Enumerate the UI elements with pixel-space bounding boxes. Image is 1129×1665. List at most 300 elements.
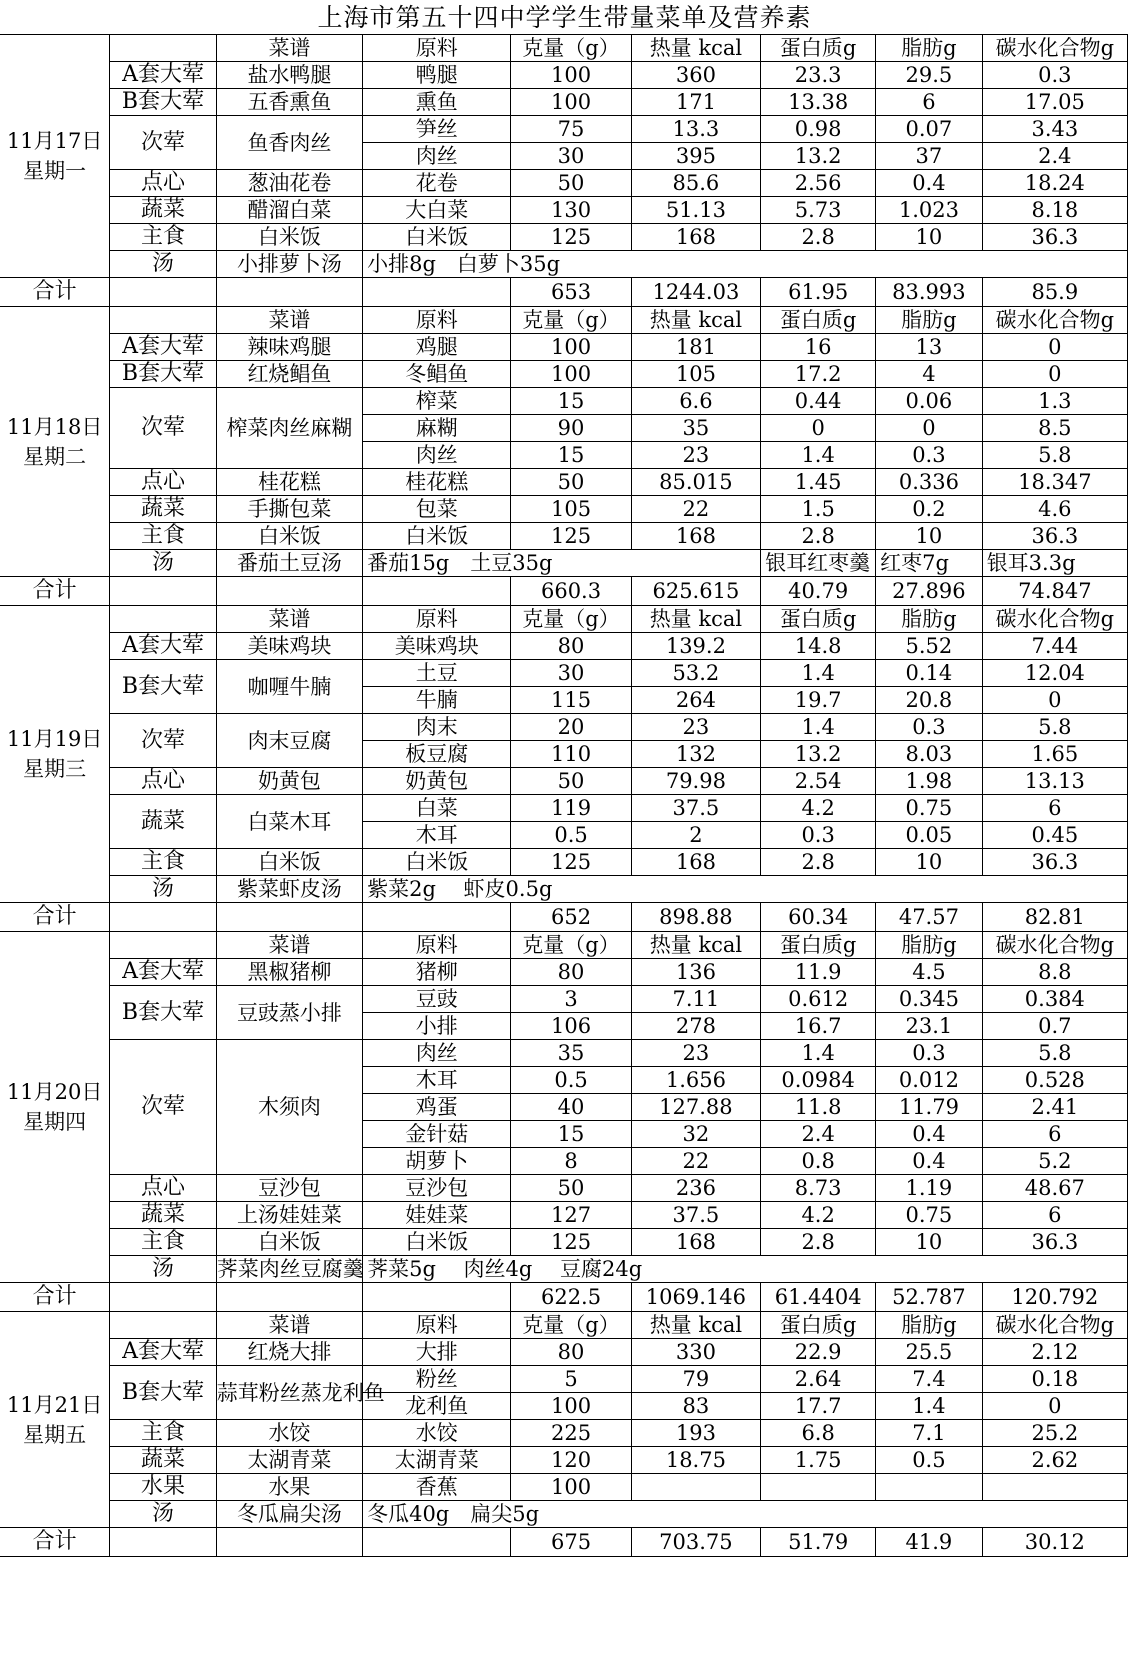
carb-cell: 2.41 xyxy=(982,1094,1127,1121)
ingredient-cell: 板豆腐 xyxy=(363,741,511,768)
date-label: 11月18日 xyxy=(6,414,103,439)
table-row xyxy=(0,660,1128,687)
column-header: 碳水化合物g xyxy=(982,932,1127,959)
ingredient-cell: 金针菇 xyxy=(363,1121,511,1148)
weekday-label: 星期二 xyxy=(23,444,87,469)
category-cell: 点心 xyxy=(110,469,217,496)
column-header: 菜谱 xyxy=(216,35,362,62)
ingredient-cell: 豆沙包 xyxy=(363,1175,511,1202)
soup-ingredients-cell: 紫菜2g 虾皮0.5g xyxy=(363,876,1128,903)
soup-row xyxy=(0,876,1128,903)
category-cell: 蔬菜 xyxy=(110,496,217,523)
total-kcal: 1069.146 xyxy=(631,1283,761,1312)
weight-cell: 80 xyxy=(511,1339,631,1366)
ingredient-cell: 鸡腿 xyxy=(363,334,511,361)
ingredient-cell: 鸡蛋 xyxy=(363,1094,511,1121)
category-cell: 主食 xyxy=(110,523,217,550)
carb-cell: 6 xyxy=(982,1202,1127,1229)
fat-cell: 0.336 xyxy=(876,469,983,496)
fat-cell: 20.8 xyxy=(876,687,983,714)
protein-cell: 0.8 xyxy=(761,1148,876,1175)
fat-cell: 0.012 xyxy=(876,1067,983,1094)
protein-cell: 16.7 xyxy=(761,1013,876,1040)
table-row xyxy=(0,1447,1128,1474)
dish-cell: 桂花糕 xyxy=(216,469,362,496)
kcal-cell: 35 xyxy=(631,415,761,442)
column-header: 原料 xyxy=(363,307,511,334)
kcal-cell: 13.3 xyxy=(631,116,761,143)
table-row xyxy=(0,986,1128,1013)
protein-cell: 11.9 xyxy=(761,959,876,986)
dish-cell: 白菜木耳 xyxy=(216,795,362,849)
ingredient-cell: 太湖青菜 xyxy=(363,1447,511,1474)
protein-cell xyxy=(761,1474,876,1501)
protein-cell: 2.8 xyxy=(761,849,876,876)
ingredient-cell: 肉末 xyxy=(363,714,511,741)
protein-cell: 0.44 xyxy=(761,388,876,415)
carb-cell: 6 xyxy=(982,795,1127,822)
category-cell: 蔬菜 xyxy=(110,1202,217,1229)
carb-cell: 1.3 xyxy=(982,388,1127,415)
table-row xyxy=(0,496,1128,523)
soup-ingredients-cell: 番茄15g 土豆35g xyxy=(363,550,761,577)
weight-cell: 127 xyxy=(511,1202,631,1229)
total-row xyxy=(0,1283,1128,1312)
column-header: 碳水化合物g xyxy=(982,1312,1127,1339)
carb-cell: 17.05 xyxy=(982,89,1127,116)
fat-cell: 10 xyxy=(876,523,983,550)
total-weight: 652 xyxy=(511,903,631,932)
ingredient-cell: 美味鸡块 xyxy=(363,633,511,660)
protein-cell: 11.8 xyxy=(761,1094,876,1121)
weight-cell: 90 xyxy=(511,415,631,442)
total-blank-cell xyxy=(216,278,362,307)
weight-cell: 30 xyxy=(511,143,631,170)
ingredient-cell: 白菜 xyxy=(363,795,511,822)
weight-cell: 35 xyxy=(511,1040,631,1067)
total-protein: 40.79 xyxy=(761,577,876,606)
carb-cell: 2.12 xyxy=(982,1339,1127,1366)
category-cell: A套大荤 xyxy=(110,334,217,361)
ingredient-cell: 桂花糕 xyxy=(363,469,511,496)
ingredient-cell: 白米饭 xyxy=(363,523,511,550)
weight-cell: 106 xyxy=(511,1013,631,1040)
weight-cell: 0.5 xyxy=(511,1067,631,1094)
table-row xyxy=(0,361,1128,388)
fat-cell: 8.03 xyxy=(876,741,983,768)
kcal-cell: 37.5 xyxy=(631,795,761,822)
fat-cell: 4.5 xyxy=(876,959,983,986)
category-cell: 汤 xyxy=(110,251,217,278)
fat-cell: 0.2 xyxy=(876,496,983,523)
weight-cell: 100 xyxy=(511,62,631,89)
total-blank-cell xyxy=(216,903,362,932)
carb-cell: 0.3 xyxy=(982,62,1127,89)
kcal-cell: 79 xyxy=(631,1366,761,1393)
carb-cell: 36.3 xyxy=(982,224,1127,251)
date-cell xyxy=(0,1312,110,1528)
total-kcal: 1244.03 xyxy=(631,278,761,307)
kcal-cell: 171 xyxy=(631,89,761,116)
category-cell: 次荤 xyxy=(110,1040,217,1175)
column-header: 菜谱 xyxy=(216,307,362,334)
carb-cell: 8.8 xyxy=(982,959,1127,986)
fat-cell: 4 xyxy=(876,361,983,388)
protein-cell: 0.98 xyxy=(761,116,876,143)
carb-cell xyxy=(982,1474,1127,1501)
soup-dish-cell: 冬瓜扁尖汤 xyxy=(216,1501,362,1528)
weight-cell: 30 xyxy=(511,660,631,687)
kcal-cell: 32 xyxy=(631,1121,761,1148)
soup-extra-cell: 银耳红枣羹 xyxy=(761,550,876,577)
carb-cell: 0.384 xyxy=(982,986,1127,1013)
table-row xyxy=(0,116,1128,143)
carb-cell: 0 xyxy=(982,334,1127,361)
column-header: 蛋白质g xyxy=(761,932,876,959)
category-cell: 蔬菜 xyxy=(110,197,217,224)
weight-cell: 125 xyxy=(511,523,631,550)
protein-cell: 1.5 xyxy=(761,496,876,523)
fat-cell: 7.1 xyxy=(876,1420,983,1447)
table-row xyxy=(0,1420,1128,1447)
weight-cell: 50 xyxy=(511,469,631,496)
weight-cell: 100 xyxy=(511,89,631,116)
category-cell: 蔬菜 xyxy=(110,795,217,849)
carb-cell: 1.65 xyxy=(982,741,1127,768)
total-label: 合计 xyxy=(0,577,110,606)
total-carb: 120.792 xyxy=(982,1283,1127,1312)
ingredient-cell: 大白菜 xyxy=(363,197,511,224)
total-fat: 41.9 xyxy=(876,1528,983,1557)
fat-cell: 0.75 xyxy=(876,1202,983,1229)
category-cell: B套大荤 xyxy=(110,89,217,116)
fat-cell: 0.75 xyxy=(876,795,983,822)
protein-cell: 13.38 xyxy=(761,89,876,116)
total-kcal: 898.88 xyxy=(631,903,761,932)
carb-cell: 6 xyxy=(982,1121,1127,1148)
protein-cell: 2.56 xyxy=(761,170,876,197)
dish-cell: 豆沙包 xyxy=(216,1175,362,1202)
fat-cell: 1.023 xyxy=(876,197,983,224)
kcal-cell: 79.98 xyxy=(631,768,761,795)
column-header: 脂肪g xyxy=(876,307,983,334)
total-protein: 60.34 xyxy=(761,903,876,932)
soup-dish-cell: 紫菜虾皮汤 xyxy=(216,876,362,903)
dish-cell: 上汤娃娃菜 xyxy=(216,1202,362,1229)
fat-cell: 10 xyxy=(876,1229,983,1256)
weight-cell: 110 xyxy=(511,741,631,768)
kcal-cell: 360 xyxy=(631,62,761,89)
column-header: 克量（g） xyxy=(511,1312,631,1339)
column-header: 菜谱 xyxy=(216,932,362,959)
total-blank-cell xyxy=(363,903,511,932)
protein-cell: 17.7 xyxy=(761,1393,876,1420)
total-row xyxy=(0,577,1128,606)
date-label: 11月17日 xyxy=(6,129,103,153)
fat-cell: 0.3 xyxy=(876,714,983,741)
total-blank-cell xyxy=(110,1528,217,1557)
column-header: 蛋白质g xyxy=(761,1312,876,1339)
protein-cell: 8.73 xyxy=(761,1175,876,1202)
total-fat: 83.993 xyxy=(876,278,983,307)
weight-cell: 8 xyxy=(511,1148,631,1175)
table-row xyxy=(0,959,1128,986)
dish-cell: 盐水鸭腿 xyxy=(216,62,362,89)
kcal-cell: 85.6 xyxy=(631,170,761,197)
carb-cell: 0.7 xyxy=(982,1013,1127,1040)
fat-cell: 0 xyxy=(876,415,983,442)
ingredient-cell: 豆豉 xyxy=(363,986,511,1013)
fat-cell: 1.4 xyxy=(876,1393,983,1420)
category-cell: 主食 xyxy=(110,1420,217,1447)
date-label: 11月21日 xyxy=(6,1392,103,1417)
carb-cell: 2.62 xyxy=(982,1447,1127,1474)
soup-ingredients-cell: 小排8g 白萝卜35g xyxy=(363,251,1128,278)
kcal-cell: 7.11 xyxy=(631,986,761,1013)
fat-cell: 23.1 xyxy=(876,1013,983,1040)
column-header: 脂肪g xyxy=(876,606,983,633)
category-cell: A套大荤 xyxy=(110,1339,217,1366)
total-row xyxy=(0,1528,1128,1557)
total-carb: 85.9 xyxy=(982,278,1127,307)
total-protein: 61.4404 xyxy=(761,1283,876,1312)
protein-cell: 1.45 xyxy=(761,469,876,496)
carb-cell: 0 xyxy=(982,687,1127,714)
ingredient-cell: 花卷 xyxy=(363,170,511,197)
column-header: 热量 kcal xyxy=(631,606,761,633)
table-row xyxy=(0,170,1128,197)
total-blank-cell xyxy=(110,577,217,606)
protein-cell: 1.75 xyxy=(761,1447,876,1474)
soup-row xyxy=(0,1256,1128,1283)
total-fat: 47.57 xyxy=(876,903,983,932)
table-row xyxy=(0,1202,1128,1229)
column-header: 碳水化合物g xyxy=(982,606,1127,633)
total-blank-cell xyxy=(363,577,511,606)
dish-cell: 奶黄包 xyxy=(216,768,362,795)
weight-cell: 0.5 xyxy=(511,822,631,849)
column-header: 热量 kcal xyxy=(631,35,761,62)
dish-cell: 五香熏鱼 xyxy=(216,89,362,116)
kcal-cell: 105 xyxy=(631,361,761,388)
protein-cell: 1.4 xyxy=(761,714,876,741)
soup-row xyxy=(0,550,1128,577)
weight-cell: 125 xyxy=(511,224,631,251)
protein-cell: 0.0984 xyxy=(761,1067,876,1094)
weight-cell: 50 xyxy=(511,170,631,197)
carb-cell: 0 xyxy=(982,1393,1127,1420)
total-label: 合计 xyxy=(0,1283,110,1312)
date-label: 11月20日 xyxy=(6,1080,103,1104)
dish-cell: 红烧鲳鱼 xyxy=(216,361,362,388)
fat-cell: 0.345 xyxy=(876,986,983,1013)
page-title: 上海市第五十四中学学生带量菜单及营养素 xyxy=(317,3,812,32)
table-row xyxy=(0,1175,1128,1202)
fat-cell: 29.5 xyxy=(876,62,983,89)
table-row xyxy=(0,768,1128,795)
total-carb: 30.12 xyxy=(982,1528,1127,1557)
table-row xyxy=(0,1040,1128,1067)
protein-cell: 2.54 xyxy=(761,768,876,795)
weight-cell: 225 xyxy=(511,1420,631,1447)
table-row xyxy=(0,388,1128,415)
weight-cell: 20 xyxy=(511,714,631,741)
table-row xyxy=(0,714,1128,741)
category-cell: 点心 xyxy=(110,768,217,795)
table-row xyxy=(0,523,1128,550)
protein-cell: 1.4 xyxy=(761,1040,876,1067)
kcal-cell: 23 xyxy=(631,1040,761,1067)
protein-cell: 4.2 xyxy=(761,1202,876,1229)
weight-cell: 100 xyxy=(511,1393,631,1420)
carb-cell: 2.4 xyxy=(982,143,1127,170)
column-header: 菜谱 xyxy=(216,1312,362,1339)
ingredient-cell: 肉丝 xyxy=(363,143,511,170)
total-protein: 51.79 xyxy=(761,1528,876,1557)
fat-cell: 10 xyxy=(876,224,983,251)
dish-cell: 白米饭 xyxy=(216,523,362,550)
category-cell: 点心 xyxy=(110,170,217,197)
kcal-cell: 395 xyxy=(631,143,761,170)
total-blank-cell xyxy=(216,577,362,606)
carb-cell: 0.45 xyxy=(982,822,1127,849)
carb-cell: 36.3 xyxy=(982,849,1127,876)
category-cell: 汤 xyxy=(110,550,217,577)
soup-row xyxy=(0,1501,1128,1528)
carb-cell: 5.2 xyxy=(982,1148,1127,1175)
category-cell: 汤 xyxy=(110,1501,217,1528)
category-cell: 蔬菜 xyxy=(110,1447,217,1474)
protein-cell: 0 xyxy=(761,415,876,442)
carb-cell: 8.5 xyxy=(982,415,1127,442)
column-header: 原料 xyxy=(363,35,511,62)
weight-cell: 115 xyxy=(511,687,631,714)
fat-cell: 7.4 xyxy=(876,1366,983,1393)
soup-ingredients-cell: 荠菜5g 肉丝4g 豆腐24g xyxy=(363,1256,1128,1283)
weight-cell: 5 xyxy=(511,1366,631,1393)
kcal-cell: 193 xyxy=(631,1420,761,1447)
protein-cell: 14.8 xyxy=(761,633,876,660)
fat-cell: 5.52 xyxy=(876,633,983,660)
kcal-cell: 168 xyxy=(631,224,761,251)
fat-cell: 0.07 xyxy=(876,116,983,143)
header-blank-cell xyxy=(110,932,217,959)
total-blank-cell xyxy=(110,1283,217,1312)
fat-cell: 11.79 xyxy=(876,1094,983,1121)
column-header: 克量（g） xyxy=(511,35,631,62)
category-cell: 点心 xyxy=(110,1175,217,1202)
protein-cell: 2.4 xyxy=(761,1121,876,1148)
kcal-cell: 1.656 xyxy=(631,1067,761,1094)
total-kcal: 625.615 xyxy=(631,577,761,606)
kcal-cell: 37.5 xyxy=(631,1202,761,1229)
protein-cell: 2.64 xyxy=(761,1366,876,1393)
kcal-cell: 278 xyxy=(631,1013,761,1040)
ingredient-cell: 胡萝卜 xyxy=(363,1148,511,1175)
dish-cell: 辣味鸡腿 xyxy=(216,334,362,361)
carb-cell: 48.67 xyxy=(982,1175,1127,1202)
weight-cell: 125 xyxy=(511,1229,631,1256)
fat-cell: 1.19 xyxy=(876,1175,983,1202)
dish-cell: 太湖青菜 xyxy=(216,1447,362,1474)
column-header: 克量（g） xyxy=(511,307,631,334)
protein-cell: 16 xyxy=(761,334,876,361)
protein-cell: 6.8 xyxy=(761,1420,876,1447)
weekday-label: 星期一 xyxy=(23,159,87,183)
ingredient-cell: 粉丝 xyxy=(363,1366,511,1393)
ingredient-cell: 鸭腿 xyxy=(363,62,511,89)
dish-cell: 黑椒猪柳 xyxy=(216,959,362,986)
fat-cell: 0.3 xyxy=(876,442,983,469)
ingredient-cell: 白米饭 xyxy=(363,1229,511,1256)
kcal-cell: 264 xyxy=(631,687,761,714)
weight-cell: 120 xyxy=(511,1447,631,1474)
header-blank-cell xyxy=(110,307,217,334)
kcal-cell: 6.6 xyxy=(631,388,761,415)
table-row xyxy=(0,1366,1128,1393)
dish-cell: 水饺 xyxy=(216,1420,362,1447)
carb-cell: 7.44 xyxy=(982,633,1127,660)
table-row xyxy=(0,469,1128,496)
fat-cell: 10 xyxy=(876,849,983,876)
table-row xyxy=(0,62,1128,89)
carb-cell: 5.8 xyxy=(982,442,1127,469)
soup-extra-cell: 红枣7g xyxy=(876,550,983,577)
weekday-label: 星期四 xyxy=(23,1110,87,1134)
weight-cell: 100 xyxy=(511,1474,631,1501)
ingredient-cell: 榨菜 xyxy=(363,388,511,415)
total-label: 合计 xyxy=(0,903,110,932)
category-cell: A套大荤 xyxy=(110,633,217,660)
ingredient-cell: 冬鲳鱼 xyxy=(363,361,511,388)
date-cell xyxy=(0,307,110,577)
dish-cell: 葱油花卷 xyxy=(216,170,362,197)
protein-cell: 17.2 xyxy=(761,361,876,388)
ingredient-cell: 木耳 xyxy=(363,822,511,849)
category-cell: 主食 xyxy=(110,849,217,876)
ingredient-cell: 包菜 xyxy=(363,496,511,523)
column-header: 蛋白质g xyxy=(761,606,876,633)
menu-table xyxy=(0,34,1128,1557)
weight-cell: 15 xyxy=(511,442,631,469)
table-row xyxy=(0,197,1128,224)
carb-cell: 5.8 xyxy=(982,1040,1127,1067)
header-blank-cell xyxy=(110,35,217,62)
column-header: 脂肪g xyxy=(876,932,983,959)
carb-cell: 18.347 xyxy=(982,469,1127,496)
ingredient-cell: 麻糊 xyxy=(363,415,511,442)
column-header: 原料 xyxy=(363,1312,511,1339)
protein-cell: 2.8 xyxy=(761,1229,876,1256)
protein-cell: 0.612 xyxy=(761,986,876,1013)
category-cell: 水果 xyxy=(110,1474,217,1501)
dish-cell: 白米饭 xyxy=(216,849,362,876)
header-blank-cell xyxy=(110,606,217,633)
total-fat: 27.896 xyxy=(876,577,983,606)
fat-cell: 13 xyxy=(876,334,983,361)
fat-cell: 0.4 xyxy=(876,1148,983,1175)
protein-cell: 1.4 xyxy=(761,660,876,687)
carb-cell: 18.24 xyxy=(982,170,1127,197)
fat-cell: 0.5 xyxy=(876,1447,983,1474)
weekday-label: 星期三 xyxy=(23,757,87,781)
total-label: 合计 xyxy=(0,278,110,307)
table-row xyxy=(0,1229,1128,1256)
dish-cell: 咖喱牛腩 xyxy=(216,660,362,714)
table-row xyxy=(0,849,1128,876)
carb-cell: 5.8 xyxy=(982,714,1127,741)
protein-cell: 23.3 xyxy=(761,62,876,89)
